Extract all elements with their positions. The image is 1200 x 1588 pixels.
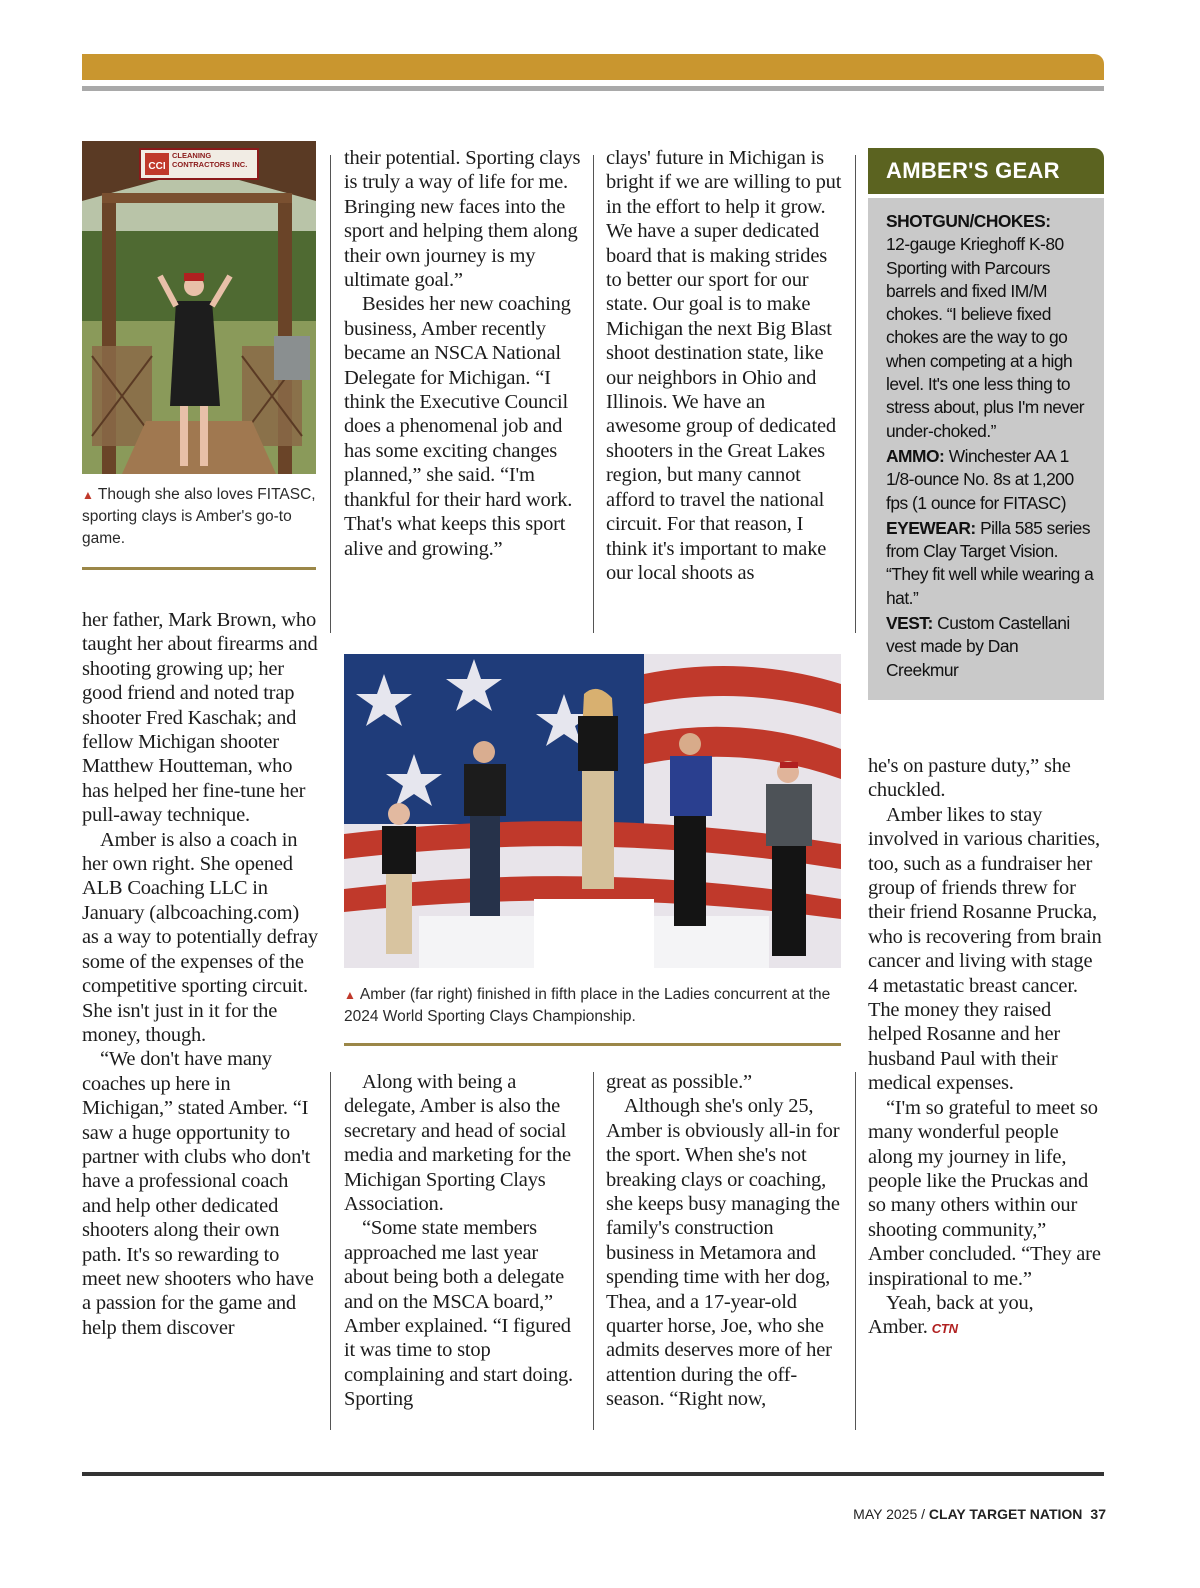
- paragraph: clays' future in Michigan is bright if we are willing to put in the effort to help it grow. We have a super dedicated board that is making strides to better our sport for our state. Our goal is to make Michigan the next Big Blast shoot destination state, like our neighbors in Ohio and Illinois. We have an awesome group of dedicated shooters in the Great Lakes region, but many cannot afford to travel the national circuit. For that reason, I think it's important to make our local shoots as: [606, 147, 842, 584]
- paragraph: Amber likes to stay involved in various charities, too, such as a fundraiser her group of friends threw for their friend Rosanne Prucka, who is recovering from brain cancer and living with stage 4 metastatic breast cancer. The money they raised helped Rosanne and her husband Paul with their medical expenses.: [868, 803, 1102, 1095]
- ctn-end-mark-icon: CTN: [931, 1321, 958, 1337]
- column-divider: [593, 155, 594, 633]
- page-number: 37: [1090, 1506, 1106, 1522]
- paragraph: “I'm so grateful to meet so many wonderful people along my journey in life, people like the Pruckas and so many others within our shooting community,” Amber concluded. “They are inspirational to me.”: [868, 1096, 1101, 1290]
- footer-magazine: CLAY TARGET NATION: [928, 1506, 1083, 1522]
- paragraph: Besides her new coaching business, Amber recently became an NSCA National Delegate for Michigan. “I think the Executive Council does a phenomenal job and has some exciting changes planned,” she said. “I'm thankful for their hard work. That's what keeps this sport alive and growing.”: [344, 293, 573, 560]
- paragraph: he's on pasture duty,” she chuckled.: [868, 755, 1071, 802]
- podium-photo: [344, 654, 841, 968]
- article-column-3-lower: [606, 1070, 844, 1412]
- photo-caption-podium: ▲ Amber (far right) finished in fifth place in the Ladies concurrent at the 2024 World Sporting Clays Championship.: [344, 986, 831, 1025]
- column-divider: [593, 1072, 594, 1430]
- paragraph-final: Yeah, back at you, Amber. CTN: [868, 1291, 1034, 1339]
- article-column-1: [82, 608, 318, 1340]
- paragraph: Along with being a delegate, Amber is also the secretary and head of social media and marketing for the Michigan Sporting Clays Association.: [344, 1071, 571, 1216]
- paragraph: Although she's only 25, Amber is obviously all-in for the sport. When she's not breaking clays or coaching, she keeps busy managing the family's construction business in Metamora and spending time with her dog, Thea, and a 17-year-old quarter horse, Joe, who she admits deserves more of her attention during the off-season. “Right now,: [606, 1095, 840, 1411]
- caption-rule-left: [82, 567, 316, 570]
- article-column-2: [344, 146, 582, 561]
- header-accent-bar: [82, 54, 1104, 80]
- caption-triangle-icon: ▲: [344, 988, 356, 1002]
- paragraph: Amber is also a coach in her own right. She opened ALB Coaching LLC in January (albcoaching.com) as a way to potentially defray some of the expenses of the competitive sporting circuit. She isn't just in it for the money, though.: [82, 828, 318, 1046]
- paragraph: their potential. Sporting clays is truly a way of life for me. Bringing new faces into the sport and helping them along their own journey is my ultimate goal.”: [344, 147, 581, 292]
- gear-eyewear: EYEWEAR: Pilla 585 series from Clay Target Vision. “They fit well while wearing a hat.”: [886, 517, 1094, 608]
- gear-shotgun: SHOTGUN/CHOKES: 12-gauge Krieghoff K-80 Sporting with Parcours barrels and fixed IM/M chokes. “I believe fixed chokes are the way to go when competing at a high level. It's one less thing to stress about, plus I'm never under-choked.”: [886, 211, 1085, 441]
- article-column-2-lower: [344, 1070, 582, 1412]
- gear-sidebar-body: [868, 198, 1104, 700]
- caption-rule-center: [344, 1043, 841, 1046]
- article-column-3: [606, 146, 844, 585]
- column-divider: [330, 1072, 331, 1430]
- column-divider: [855, 155, 856, 633]
- caption-triangle-icon: ▲: [82, 488, 94, 502]
- paragraph: “We don't have many coaches up here in Michigan,” stated Amber. “I saw a huge opportunity to partner with clubs who don't have a professional coach and help other dedicated shooters along their own path. It's so rewarding to meet new shooters who have a passion for the game and help them discover: [82, 1048, 314, 1339]
- gazebo-sign-logo: CCI: [148, 161, 166, 172]
- page-footer: [853, 1506, 1106, 1522]
- paragraph: her father, Mark Brown, who taught her about firearms and shooting growing up; her good friend and noted trap shooter Fred Kaschak; and fellow Michigan shooter Matthew Houtteman, who has helped her fine-tune her pull-away technique.: [82, 609, 318, 827]
- gazebo-sign-text: CLEANING CONTRACTORS INC.: [172, 151, 248, 169]
- gear-sidebar: [868, 148, 1104, 700]
- footer-rule: [82, 1472, 1104, 1476]
- gear-vest: VEST: Custom Castellani vest made by Dan Creekmur: [886, 613, 1070, 680]
- footer-issue: MAY 2025 /: [853, 1506, 929, 1522]
- header-rule: [82, 86, 1104, 91]
- column-divider: [855, 1072, 856, 1430]
- paragraph: “Some state members approached me last year about being both a delegate and on the MSCA board,” Amber explained. “I figured it was time to stop complaining and start doing. Sporting: [344, 1217, 573, 1411]
- gear-ammo: AMMO: Winchester AA 1 1/8-ounce No. 8s at 1,200 fps (1 ounce for FITASC): [886, 445, 1074, 513]
- photo-caption-gazebo: ▲ Though she also loves FITASC, sporting clays is Amber's go-to game.: [82, 486, 316, 547]
- paragraph: great as possible.”: [606, 1071, 752, 1093]
- column-divider: [330, 155, 331, 633]
- gazebo-photo: [82, 141, 316, 474]
- gear-sidebar-title: AMBER'S GEAR: [868, 148, 1104, 194]
- article-column-4: [868, 754, 1104, 1342]
